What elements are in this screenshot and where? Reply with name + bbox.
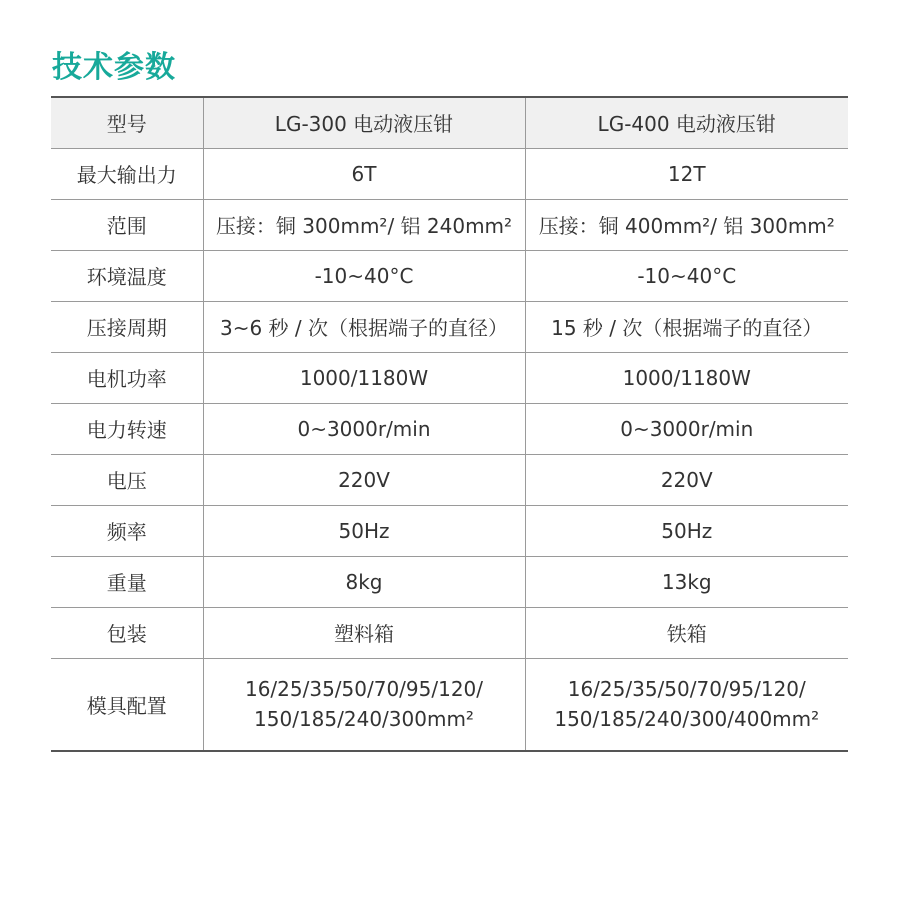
row-label: 频率 bbox=[51, 505, 203, 556]
lg400-die-line-2: 150/185/240/300/400mm² bbox=[554, 707, 820, 732]
row-label: 包装 bbox=[51, 607, 203, 658]
table-row bbox=[51, 556, 848, 607]
lg300-value: 50Hz bbox=[203, 505, 525, 556]
row-label: 环境温度 bbox=[51, 250, 203, 301]
lg400-value: 13kg bbox=[525, 556, 848, 607]
table-row bbox=[51, 301, 848, 352]
table-row bbox=[51, 148, 848, 199]
table-row bbox=[51, 352, 848, 403]
lg300-value: 塑料箱 bbox=[203, 607, 525, 658]
row-label: 最大输出力 bbox=[51, 148, 203, 199]
header-lg300: LG-300 电动液压钳 bbox=[203, 97, 525, 148]
row-label: 压接周期 bbox=[51, 301, 203, 352]
row-label: 电力转速 bbox=[51, 403, 203, 454]
lg400-value: 12T bbox=[525, 148, 848, 199]
row-label: 重量 bbox=[51, 556, 203, 607]
lg300-value: 0~3000r/min bbox=[203, 403, 525, 454]
lg400-value: 0~3000r/min bbox=[525, 403, 848, 454]
row-label: 模具配置 bbox=[51, 658, 203, 751]
lg300-value: -10~40°C bbox=[203, 250, 525, 301]
lg300-value: 220V bbox=[203, 454, 525, 505]
table-row bbox=[51, 454, 848, 505]
lg300-value: 6T bbox=[203, 148, 525, 199]
table-row bbox=[51, 403, 848, 454]
row-label: 电压 bbox=[51, 454, 203, 505]
lg400-value: 压接：铜 400mm²/ 铝 300mm² bbox=[525, 199, 848, 250]
lg400-value: 220V bbox=[525, 454, 848, 505]
table-row bbox=[51, 505, 848, 556]
row-label: 范围 bbox=[51, 199, 203, 250]
table-row bbox=[51, 199, 848, 250]
lg300-value bbox=[203, 658, 525, 751]
lg300-die-line-2: 150/185/240/300mm² bbox=[254, 707, 474, 732]
lg300-die-line-1: 16/25/35/50/70/95/120/ bbox=[244, 677, 484, 702]
spec-table bbox=[51, 96, 848, 752]
lg400-value: 铁箱 bbox=[525, 607, 848, 658]
lg300-value: 3~6 秒 / 次（根据端子的直径） bbox=[203, 301, 525, 352]
table-row bbox=[51, 250, 848, 301]
header-lg400: LG-400 电动液压钳 bbox=[525, 97, 848, 148]
table-row-die-config bbox=[51, 658, 848, 751]
lg400-value: 50Hz bbox=[525, 505, 848, 556]
table-header-row bbox=[51, 97, 848, 148]
lg400-value: 15 秒 / 次（根据端子的直径） bbox=[525, 301, 848, 352]
lg300-value: 8kg bbox=[203, 556, 525, 607]
lg400-value: -10~40°C bbox=[525, 250, 848, 301]
table-row bbox=[51, 607, 848, 658]
row-label: 电机功率 bbox=[51, 352, 203, 403]
lg400-die-line-1: 16/25/35/50/70/95/120/ bbox=[567, 677, 806, 702]
lg400-value: 1000/1180W bbox=[525, 352, 848, 403]
lg300-value: 1000/1180W bbox=[203, 352, 525, 403]
lg400-value bbox=[525, 658, 848, 751]
page-title: 技术参数 bbox=[52, 50, 176, 85]
lg300-value: 压接：铜 300mm²/ 铝 240mm² bbox=[203, 199, 525, 250]
header-model-label: 型号 bbox=[51, 97, 203, 148]
